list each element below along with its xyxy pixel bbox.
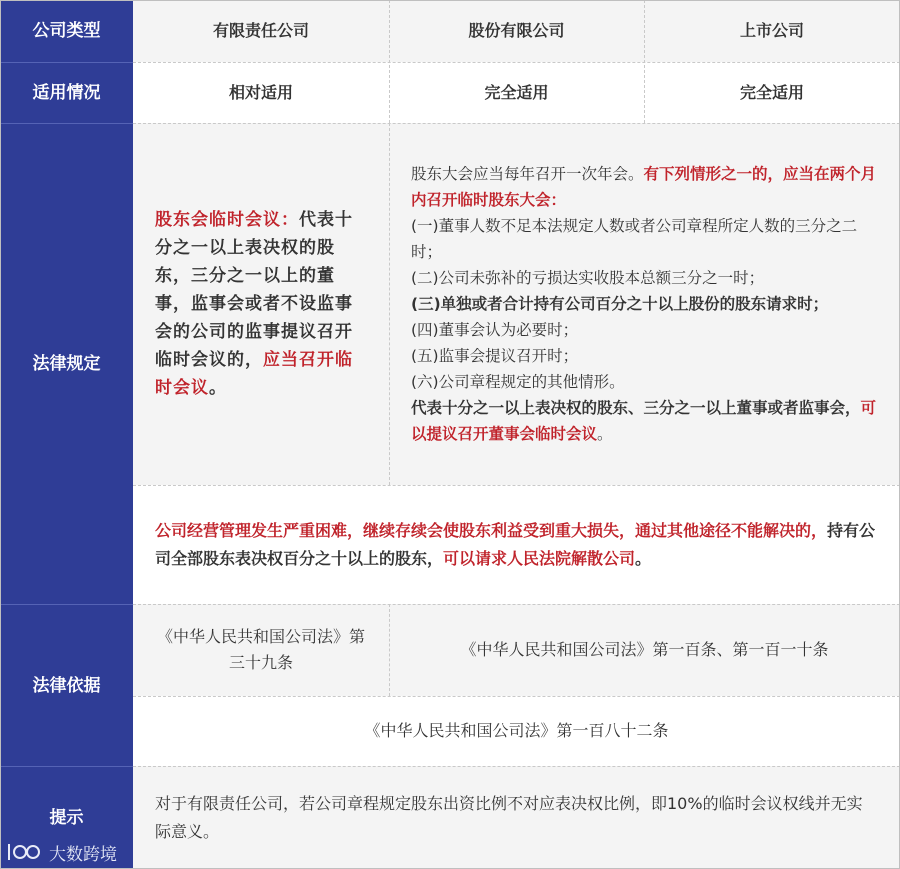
header-company-type: 公司类型 [0,0,133,62]
provision-item: (四)董事会认为必要时； [411,321,579,339]
llc-meeting-label: 股东会临时会议： [155,210,299,230]
column-listed: 上市公司 [644,0,900,62]
applicability-listed: 完全适用 [644,62,900,123]
provision-item: (二)公司未弥补的亏损达实收股本总额三分之一时； [411,269,765,287]
applicability-joint-stock: 完全适用 [389,62,644,123]
column-llc: 有限责任公司 [133,0,389,62]
llc-provision-shall: 应当召开临时会议 [155,350,353,398]
basis-llc: 《中华人民共和国公司法》第三十九条 [133,604,389,696]
board-meeting-end: 。 [597,425,613,443]
provision-item: (五)监事会提议召开时； [411,347,579,365]
provision-item: (一)董事人数不足本法规定人数或者公司章程所定人数的三分之二时； [411,217,858,261]
provision-item: (三)单独或者合计持有公司百分之十以上股份的股东请求时； [411,295,829,313]
annual-meeting-text: 股东大会应当每年召开一次年会。 [411,165,644,183]
dissolution-may-request: 可以请求人民法院解散公司 [443,548,636,568]
basis-joint-stock-listed: 《中华人民共和国公司法》第一百条、第一百一十条 [389,604,900,696]
provision-item: (六)公司章程规定的其他情形。 [411,373,625,391]
dissolution-condition: 公司经营管理发生严重困难，继续存续会使股东利益受到重大损失，通过其他途径不能解决的， [155,520,828,540]
applicability-llc: 相对适用 [133,62,389,123]
dissolution-cell [133,485,900,604]
header-legal-basis: 法律依据 [0,604,133,766]
header-legal-provision: 法律规定 [0,123,133,604]
dissolution-shareholders: 持有公司全部股东表决权百分之十以上的股东， [155,520,876,568]
tip-text: 对于有限责任公司，若公司章程规定股东出资比例不对应表决权比例，即10%的临时会议权线并无实际意义。 [155,793,863,841]
joint-stock-provision-cell [389,123,900,485]
header-tip: 提示 [0,766,133,869]
watermark [6,838,130,866]
board-meeting-may-propose: 可以提议召开董事会临时会议 [411,399,877,443]
basis-all: 《中华人民共和国公司法》第一百八十二条 [133,696,900,766]
llc-provision-cell [133,123,389,485]
tip-cell [133,766,900,869]
column-joint-stock: 股份有限公司 [389,0,644,62]
llc-provision-end: 。 [209,378,227,398]
llc-provision-text: 代表十分之一以上表决权的股东，三分之一以上的董事，监事会或者不设监事会的公司的监事提议召开临时会议的， [155,210,353,370]
watermark-text: 大数跨境 [49,844,117,865]
board-meeting-text: 代表十分之一以上表决权的股东、三分之一以上董事或者监事会， [411,399,861,417]
dissolution-end: 。 [635,548,652,568]
temporary-meeting-condition: 有下列情形之一的，应当在两个月内召开临时股东大会： [411,165,877,209]
header-applicability: 适用情况 [0,62,133,123]
watermark-logo-icon [6,840,44,864]
